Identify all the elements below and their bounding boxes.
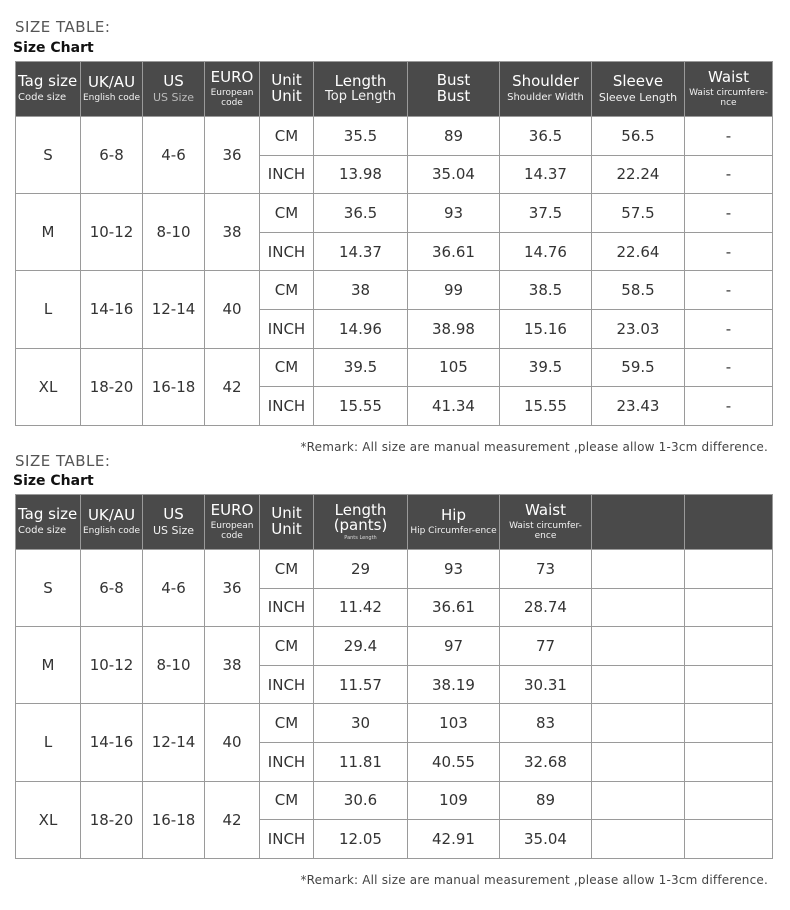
pants-length-cell: 11.42: [314, 588, 408, 627]
us-cell: 16-18: [143, 348, 205, 425]
empty-cell: [592, 627, 685, 666]
uk-au-cell: 14-16: [81, 271, 143, 348]
unit-cell: CM: [260, 627, 314, 666]
length-cell: 39.5: [314, 348, 408, 387]
unit-cell: INCH: [260, 588, 314, 627]
bust-cell: 41.34: [408, 387, 500, 426]
header-euro: EURO European code: [205, 495, 260, 550]
header-tag-size: Tag size Code size: [16, 62, 81, 117]
uk-au-cell: 10-12: [81, 194, 143, 271]
unit-cell: INCH: [260, 309, 314, 348]
hip-cell: 93: [408, 550, 500, 589]
euro-cell: 36: [205, 117, 260, 194]
pants-length-cell: 11.57: [314, 665, 408, 704]
empty-cell: [685, 820, 773, 859]
empty-cell: [592, 781, 685, 820]
empty-cell: [685, 665, 773, 704]
waist-cell: 89: [500, 781, 592, 820]
unit-cell: CM: [260, 704, 314, 743]
header-uk-au: UK/AU English code: [81, 62, 143, 117]
top-size-table: [15, 61, 773, 426]
euro-cell: 42: [205, 781, 260, 858]
unit-cell: CM: [260, 194, 314, 233]
header-unit: Unit Unit: [260, 495, 314, 550]
euro-cell: 38: [205, 627, 260, 704]
length-cell: 35.5: [314, 117, 408, 156]
euro-cell: 36: [205, 550, 260, 627]
waist-cell: -: [685, 194, 773, 233]
table-row: [16, 348, 773, 387]
waist-cell: 83: [500, 704, 592, 743]
bust-cell: 93: [408, 194, 500, 233]
empty-cell: [592, 742, 685, 781]
sleeve-cell: 23.03: [592, 309, 685, 348]
length-cell: 13.98: [314, 155, 408, 194]
unit-cell: INCH: [260, 387, 314, 426]
uk-au-cell: 10-12: [81, 627, 143, 704]
shoulder-cell: 15.55: [500, 387, 592, 426]
bottom-size-section: [0, 433, 790, 910]
empty-cell: [685, 550, 773, 589]
unit-cell: INCH: [260, 742, 314, 781]
header-unit: Unit Unit: [260, 62, 314, 117]
empty-cell: [685, 627, 773, 666]
length-cell: 36.5: [314, 194, 408, 233]
waist-cell: -: [685, 117, 773, 156]
table-row: [16, 117, 773, 156]
size-code-cell: XL: [16, 781, 81, 858]
empty-cell: [685, 781, 773, 820]
remark-note: *Remark: All size are manual measurement ,please allow 1-3cm difference.: [300, 873, 768, 887]
sleeve-cell: 59.5: [592, 348, 685, 387]
waist-cell: 73: [500, 550, 592, 589]
euro-cell: 42: [205, 348, 260, 425]
header-euro: EURO European code: [205, 62, 260, 117]
hip-cell: 42.91: [408, 820, 500, 859]
hip-cell: 97: [408, 627, 500, 666]
header-tag-size: Tag size Code size: [16, 495, 81, 550]
header-bust: Bust Bust: [408, 62, 500, 117]
shoulder-cell: 38.5: [500, 271, 592, 310]
table-row: [16, 627, 773, 666]
shoulder-cell: 37.5: [500, 194, 592, 233]
waist-cell: -: [685, 348, 773, 387]
unit-cell: CM: [260, 348, 314, 387]
empty-cell: [592, 820, 685, 859]
us-cell: 12-14: [143, 271, 205, 348]
header-row: [16, 495, 773, 550]
euro-cell: 40: [205, 271, 260, 348]
uk-au-cell: 14-16: [81, 704, 143, 781]
size-chart-subtitle: Size Chart: [13, 473, 94, 489]
empty-cell: [592, 704, 685, 743]
size-code-cell: S: [16, 550, 81, 627]
empty-cell: [685, 588, 773, 627]
uk-au-cell: 18-20: [81, 348, 143, 425]
header-waist: Waist Waist circumfer-ence: [500, 495, 592, 550]
header-waist: Waist Waist circumfere-nce: [685, 62, 773, 117]
table-row: [16, 271, 773, 310]
unit-cell: INCH: [260, 155, 314, 194]
sleeve-cell: 22.24: [592, 155, 685, 194]
us-cell: 8-10: [143, 627, 205, 704]
unit-cell: INCH: [260, 820, 314, 859]
waist-cell: -: [685, 232, 773, 271]
waist-cell: 28.74: [500, 588, 592, 627]
size-code-cell: M: [16, 627, 81, 704]
waist-cell: 32.68: [500, 742, 592, 781]
size-code-cell: M: [16, 194, 81, 271]
header-row: [16, 62, 773, 117]
uk-au-cell: 6-8: [81, 117, 143, 194]
empty-cell: [592, 550, 685, 589]
length-cell: 14.37: [314, 232, 408, 271]
header-empty: [685, 495, 773, 550]
length-cell: 15.55: [314, 387, 408, 426]
header-uk-au: UK/AU English code: [81, 495, 143, 550]
header-empty: [592, 495, 685, 550]
pants-length-cell: 30: [314, 704, 408, 743]
waist-cell: -: [685, 155, 773, 194]
pants-length-cell: 29.4: [314, 627, 408, 666]
unit-cell: CM: [260, 117, 314, 156]
shoulder-cell: 14.76: [500, 232, 592, 271]
shoulder-cell: 14.37: [500, 155, 592, 194]
waist-cell: -: [685, 271, 773, 310]
shoulder-cell: 15.16: [500, 309, 592, 348]
size-code-cell: L: [16, 271, 81, 348]
hip-cell: 109: [408, 781, 500, 820]
sleeve-cell: 58.5: [592, 271, 685, 310]
shoulder-cell: 39.5: [500, 348, 592, 387]
table-row: [16, 550, 773, 589]
empty-cell: [592, 665, 685, 704]
unit-cell: INCH: [260, 665, 314, 704]
length-cell: 38: [314, 271, 408, 310]
bottom-size-table: [15, 494, 773, 859]
waist-cell: 77: [500, 627, 592, 666]
sleeve-cell: 56.5: [592, 117, 685, 156]
bust-cell: 89: [408, 117, 500, 156]
pants-length-cell: 29: [314, 550, 408, 589]
size-code-cell: L: [16, 704, 81, 781]
waist-cell: -: [685, 387, 773, 426]
header-shoulder: Shoulder Shoulder Width: [500, 62, 592, 117]
unit-cell: INCH: [260, 232, 314, 271]
header-us: US US Size: [143, 62, 205, 117]
bust-cell: 38.98: [408, 309, 500, 348]
size-code-cell: XL: [16, 348, 81, 425]
pants-length-cell: 30.6: [314, 781, 408, 820]
hip-cell: 103: [408, 704, 500, 743]
empty-cell: [685, 704, 773, 743]
hip-cell: 40.55: [408, 742, 500, 781]
table-row: [16, 704, 773, 743]
bust-cell: 99: [408, 271, 500, 310]
hip-cell: 36.61: [408, 588, 500, 627]
us-cell: 4-6: [143, 117, 205, 194]
bust-cell: 36.61: [408, 232, 500, 271]
pants-length-cell: 12.05: [314, 820, 408, 859]
hip-cell: 38.19: [408, 665, 500, 704]
us-cell: 12-14: [143, 704, 205, 781]
waist-cell: 35.04: [500, 820, 592, 859]
table-row: [16, 194, 773, 233]
table-row: [16, 781, 773, 820]
bust-cell: 105: [408, 348, 500, 387]
header-hip: Hip Hip Circumfer-ence: [408, 495, 500, 550]
us-cell: 8-10: [143, 194, 205, 271]
unit-cell: CM: [260, 550, 314, 589]
us-cell: 16-18: [143, 781, 205, 858]
bust-cell: 35.04: [408, 155, 500, 194]
header-length: Length Top Length: [314, 62, 408, 117]
uk-au-cell: 18-20: [81, 781, 143, 858]
remark-note: *Remark: All size are manual measurement ,please allow 1-3cm difference.: [300, 440, 768, 454]
sleeve-cell: 22.64: [592, 232, 685, 271]
waist-cell: -: [685, 309, 773, 348]
unit-cell: CM: [260, 271, 314, 310]
uk-au-cell: 6-8: [81, 550, 143, 627]
length-cell: 14.96: [314, 309, 408, 348]
header-sleeve: Sleeve Sleeve Length: [592, 62, 685, 117]
size-chart-subtitle: Size Chart: [13, 40, 94, 56]
euro-cell: 40: [205, 704, 260, 781]
section-title: SIZE TABLE:: [15, 452, 111, 470]
unit-cell: CM: [260, 781, 314, 820]
header-us: US US Size: [143, 495, 205, 550]
waist-cell: 30.31: [500, 665, 592, 704]
empty-cell: [685, 742, 773, 781]
sleeve-cell: 57.5: [592, 194, 685, 233]
euro-cell: 38: [205, 194, 260, 271]
shoulder-cell: 36.5: [500, 117, 592, 156]
sleeve-cell: 23.43: [592, 387, 685, 426]
size-code-cell: S: [16, 117, 81, 194]
pants-length-cell: 11.81: [314, 742, 408, 781]
section-title: SIZE TABLE:: [15, 18, 111, 36]
us-cell: 4-6: [143, 550, 205, 627]
header-pants-length: Length (pants) Pants Length: [314, 495, 408, 550]
empty-cell: [592, 588, 685, 627]
